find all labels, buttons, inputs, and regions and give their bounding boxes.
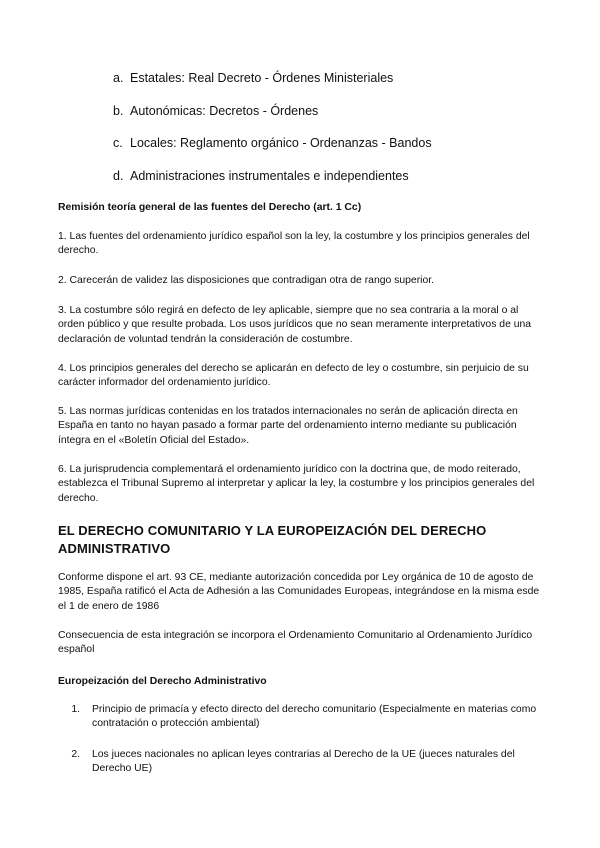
list-item [58,748,548,777]
list-item [113,135,553,168]
source-types-list [113,70,553,201]
list-item-text: Locales: Reglamento orgánico - Ordenanzas - Bandos [130,136,432,151]
comunitario-paragraph-1: Conforme dispone el art. 93 CE, mediante autorización concedida por Ley orgánica de 10 de agosto de 1985, España ratificó el Acta de Adhesión a las Comunidades Europeas, integrándose en la misma esde el 1 de enero de 1986 [58,572,540,612]
list-item [113,168,553,201]
remision-paragraph-4: 4. Los principios generales del derecho se aplicarán en defecto de ley o costumbre, sin perjuicio de su carácter informador del ordenamiento jurídico. [58,363,529,389]
list-item-text: Administraciones instrumentales e independientes [130,169,409,184]
remision-paragraph-2: 2. Carecerán de validez las disposiciones que contradigan otra de rango superior. [58,275,435,286]
remision-title: Remisión teoría general de las fuentes del Derecho (art. 1 Cc) [58,202,362,213]
list-marker: c. [113,136,123,151]
list-marker: 2. [71,748,80,760]
section-heading: EL DERECHO COMUNITARIO Y LA EUROPEIZACIÓN DEL DERECHO ADMINISTRATIVO [58,523,487,556]
remision-paragraph-5: 5. Las normas jurídicas contenidas en los tratados internacionales no serán de aplicación directa en España en tanto no hayan pasado a formar parte del ordenamiento interno mediante su publicación íntegra en el «Boletín Oficial del Estado». [58,406,518,446]
list-item [58,703,548,732]
comunitario-paragraph-2: Consecuencia de esta integración se incorpora el Ordenamiento Comunitario al Ordenamiento Jurídico español [58,630,533,656]
list-marker: d. [113,169,124,184]
remision-paragraph-1: 1. Las fuentes del ordenamiento jurídico español son la ley, la costumbre y los principios generales del derecho. [58,231,530,257]
remision-paragraph-6: 6. La jurisprudencia complementará el ordenamiento jurídico con la doctrina que, de modo reiterado, establezca el Tribunal Supremo al interpretar y aplicar la ley, la costumbre y los principios generales del derecho. [58,464,535,504]
europeizacion-list [58,703,548,793]
europeizacion-title: Europeización del Derecho Administrativo [58,676,267,687]
list-marker: 1. [71,704,80,715]
remision-paragraph-3: 3. La costumbre sólo regirá en defecto de ley aplicable, siempre que no sea contraria a la moral o al orden público y que resulte probada. Los usos jurídicos que no sean meramente interpretativos de una declaración de voluntad tendrán la consideración de costumbre. [58,305,532,345]
list-item [113,103,553,136]
list-marker: a. [113,71,124,85]
list-item-text: Principio de primacía y efecto directo del derecho comunitario (Especialmente en materias como contratación o protección ambiental) [92,704,537,730]
list-item-text: Estatales: Real Decreto - Órdenes Ministeriales [130,71,394,85]
list-marker: b. [113,103,124,118]
list-item-text: Los jueces nacionales no aplican leyes contrarias al Derecho de la UE (jueces naturales del Derecho UE) [92,748,515,775]
list-item [113,70,553,103]
list-item-text: Autonómicas: Decretos - Órdenes [130,103,319,118]
